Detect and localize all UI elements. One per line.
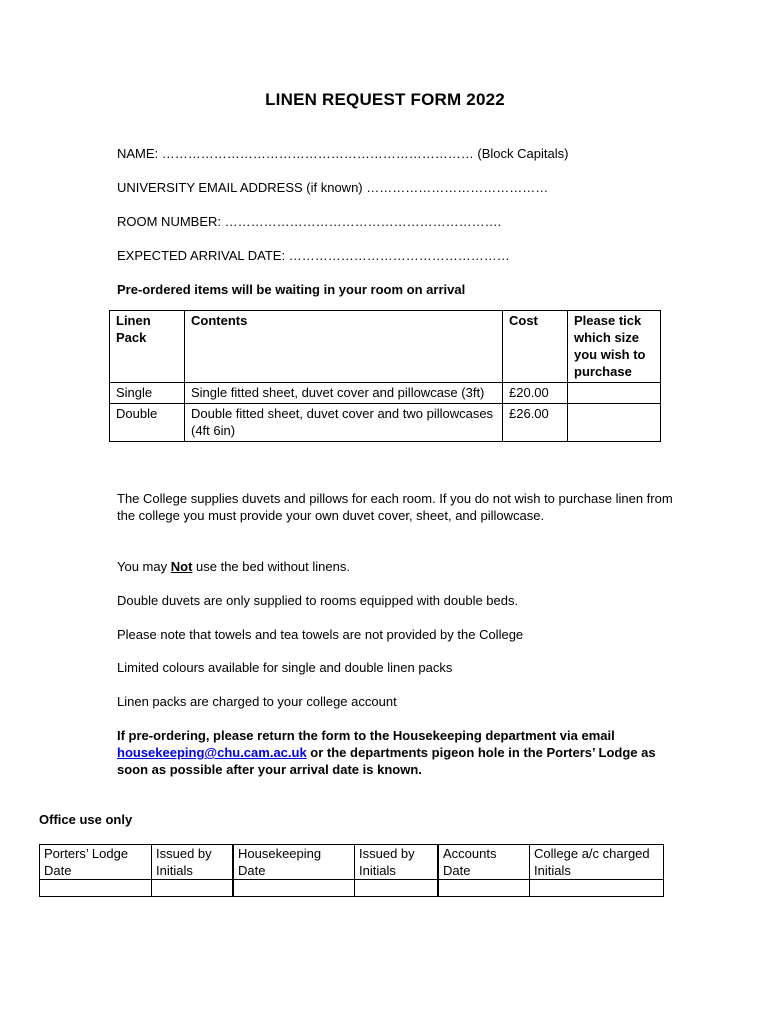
row-pack: Single	[110, 383, 185, 404]
office-header-issued-by	[152, 845, 234, 880]
office-entry-housekeeping-initials[interactable]	[355, 880, 439, 897]
office-header-sub: Initials	[156, 863, 193, 878]
office-header-sub: Date	[44, 863, 72, 878]
note-supplies: The College supplies duvets and pillows for each room. If you do not wish to purchase linen from the college you must provide your own duvet cover, sheet, and pillowcase.	[117, 491, 673, 523]
office-use-table	[39, 844, 664, 897]
note-double-duvets: Double duvets are only supplied to rooms equipped with double beds.	[117, 593, 519, 608]
row-cost: £26.00	[503, 404, 568, 442]
name-field[interactable]: NAME: ……………………………………………………………… (Block Capitals)	[117, 146, 569, 161]
office-header-sub: Initials	[534, 863, 571, 878]
return-instructions	[117, 727, 662, 778]
office-header-text: Issued by	[359, 846, 415, 861]
office-header-row	[40, 845, 664, 880]
row-pack: Double	[110, 404, 185, 442]
office-entry-row	[40, 880, 664, 897]
row-contents: Double fitted sheet, duvet cover and two pillowcases (4ft 6in)	[185, 404, 503, 442]
note-colours: Limited colours available for single and double linen packs	[117, 660, 453, 675]
arrival-date-field[interactable]: EXPECTED ARRIVAL DATE: ……………………………………………	[117, 248, 510, 263]
office-header-text: Housekeeping	[238, 846, 322, 861]
office-header-text: Issued by	[156, 846, 212, 861]
office-header-accounts	[438, 845, 530, 880]
office-header-porters	[40, 845, 152, 880]
office-entry-housekeeping-date[interactable]	[233, 880, 355, 897]
housekeeping-email-link[interactable]: housekeeping@chu.cam.ac.uk	[117, 745, 307, 760]
office-entry-accounts-initials[interactable]	[530, 880, 664, 897]
header-linen-pack: Linen Pack	[110, 311, 185, 383]
note-charges: Linen packs are charged to your college account	[117, 694, 397, 709]
return-text: or the departments pigeon hole in the Porters’ Lodge as soon as possible after your arrival date is known.	[117, 745, 656, 777]
office-header-issued-by	[355, 845, 439, 880]
row-contents: Single fitted sheet, duvet cover and pillowcase (3ft)	[185, 383, 503, 404]
preorder-heading: Pre-ordered items will be waiting in your room on arrival	[117, 282, 466, 297]
office-header-sub: Date	[443, 863, 471, 878]
office-header-sub: Initials	[359, 863, 396, 878]
email-field[interactable]: UNIVERSITY EMAIL ADDRESS (if known) ……………………………………	[117, 180, 549, 195]
note-text: You may	[117, 559, 171, 574]
table-header-row	[110, 311, 661, 383]
note-towels: Please note that towels and tea towels are not provided by the College	[117, 627, 524, 642]
return-text: If pre-ordering, please return the form to the Housekeeping department via email	[117, 728, 615, 743]
tick-box-single[interactable]	[568, 383, 661, 404]
linen-table	[109, 310, 661, 442]
header-tick: Please tick which size you wish to purchase	[568, 311, 661, 383]
office-header-text: Accounts	[443, 846, 497, 861]
office-header-text: College a/c charged	[534, 846, 650, 861]
tick-box-double[interactable]	[568, 404, 661, 442]
office-use-heading: Office use only	[39, 812, 133, 827]
office-header-text: Porters’ Lodge	[44, 846, 129, 861]
note-emphasis: Not	[170, 559, 193, 574]
table-row	[110, 404, 661, 442]
note-text: use the bed without linens.	[192, 559, 350, 574]
room-number-field[interactable]: ROOM NUMBER: ……………………………………………………….	[117, 214, 502, 229]
office-entry-porters-initials[interactable]	[152, 880, 234, 897]
table-row	[110, 383, 661, 404]
office-header-sub: Date	[238, 863, 266, 878]
office-header-housekeeping	[233, 845, 355, 880]
form-title: LINEN REQUEST FORM 2022	[265, 90, 505, 109]
office-entry-porters-date[interactable]	[40, 880, 152, 897]
row-cost: £20.00	[503, 383, 568, 404]
header-cost: Cost	[503, 311, 568, 383]
office-entry-accounts-date[interactable]	[438, 880, 530, 897]
office-header-college-charged	[530, 845, 664, 880]
header-contents: Contents	[185, 311, 503, 383]
note-linens-required	[117, 558, 677, 575]
